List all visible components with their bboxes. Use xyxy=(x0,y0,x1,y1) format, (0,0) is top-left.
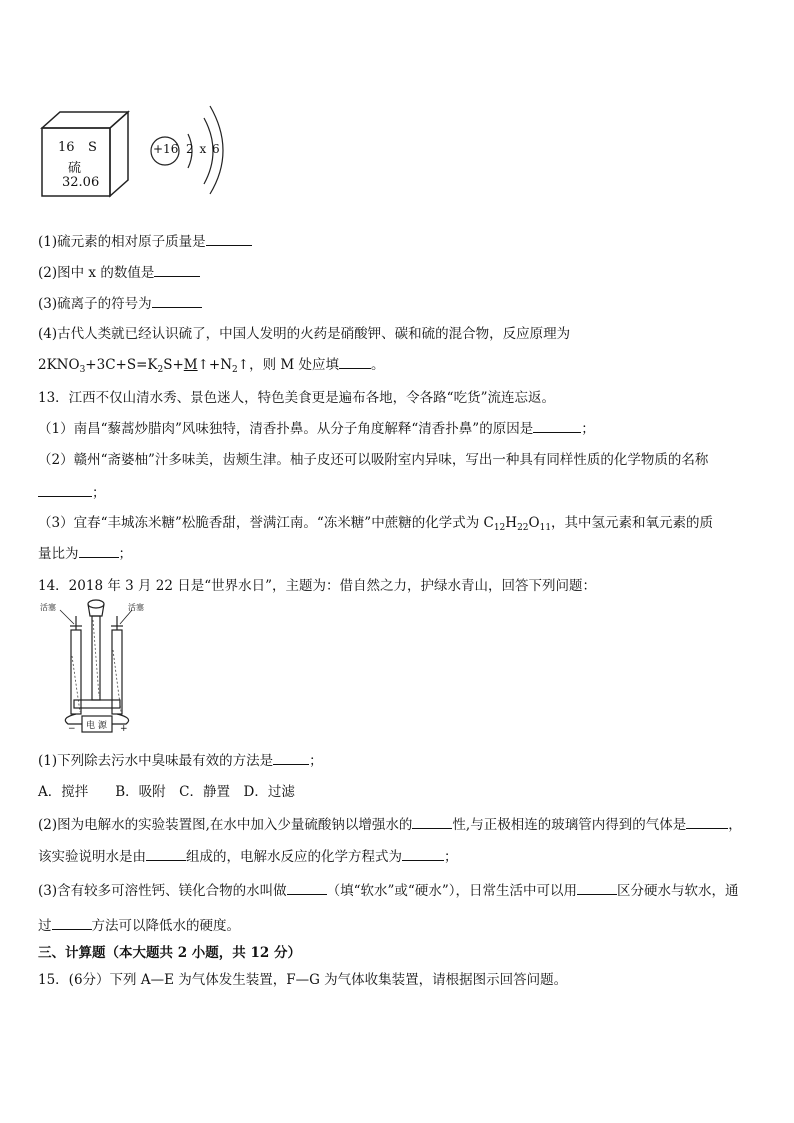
element-card xyxy=(40,108,140,204)
q12-part1: (1)硫元素的相对原子质量是 xyxy=(38,230,252,250)
nucleus-charge: +16 xyxy=(153,142,179,156)
answer-blank[interactable] xyxy=(533,418,581,433)
answer-blank[interactable] xyxy=(339,354,371,369)
answer-blank[interactable] xyxy=(412,814,452,829)
q13-part3: （3）宜春“丰城冻米糖”松脆香甜，誉满江南。“冻米糖”中蔗糖的化学式为 $C_{12}H_{22}O_{11}$，其中氢元素和氧元素的质 xyxy=(38,515,714,533)
answer-blank[interactable] xyxy=(273,750,309,765)
q14-part3: (3)含有较多可溶性钙、镁化合物的水叫做 （填“软水”或“硬水”），日常生活中可以用 区分硬水与软水，通 xyxy=(38,879,738,899)
q13-part1: （1）南昌“藜蒿炒腊肉”风味独特，清香扑鼻。从分子角度解释“清香扑鼻”的原因是 ； xyxy=(38,417,595,437)
q12-part4: (4)古代人类就已经认识硫了，中国人发明的火药是硝酸钾、碳和硫的混合物，反应原理为 xyxy=(38,326,571,342)
electrolysis-apparatus xyxy=(38,596,156,736)
element-symbol: S xyxy=(88,140,97,155)
answer-blank[interactable] xyxy=(287,880,327,895)
answer-blank[interactable] xyxy=(402,846,444,861)
q13-part2-answer: ； xyxy=(38,481,106,501)
element-name: 硫 xyxy=(68,161,82,176)
answer-blank[interactable] xyxy=(154,262,200,277)
negative-terminal: − xyxy=(68,724,76,734)
element-number: 16 xyxy=(58,140,75,155)
element-mass: 32.06 xyxy=(62,175,100,190)
answer-blank[interactable] xyxy=(206,231,252,246)
q14-part3-cont: 过 方法可以降低水的硬度。 xyxy=(38,914,240,934)
q14-part1: (1)下列除去污水中臭味最有效的方法是 ； xyxy=(38,749,323,769)
power-source-label: 电 源 xyxy=(86,721,107,731)
answer-blank[interactable] xyxy=(152,293,202,308)
q14-part2-cont: 该实验说明水是由 组成的，电解水反应的化学方程式为 ； xyxy=(38,845,458,865)
q13-part3-cont: 量比为 ； xyxy=(38,542,132,562)
left-stopcock-label: 活塞 xyxy=(40,603,56,612)
section-heading: 三、计算题（本大题共 2 小题，共 12 分） xyxy=(38,945,301,961)
positive-terminal: + xyxy=(120,724,128,734)
answer-blank[interactable] xyxy=(146,846,186,861)
answer-blank[interactable] xyxy=(686,814,728,829)
answer-blank[interactable] xyxy=(577,880,617,895)
electrolysis-figure xyxy=(38,596,156,736)
q13-stem: 13．江西不仅山清水秀、景色迷人，特色美食更是遍布各地，令各路“吃货”流连忘返。 xyxy=(38,390,555,406)
q12-equation: $2KNO_3+3C+S=K_2S+M↑+N_2↑$，则 M 处应填 。 xyxy=(38,353,385,375)
answer-blank[interactable] xyxy=(38,482,92,497)
q14-stem: 14．2018 年 3 月 22 日是“世界水日”，主题为：借自然之力，护绿水青山，回答下列问题： xyxy=(38,578,597,594)
q14-options: A．搅拌 B．吸附 C．静置 D．过滤 xyxy=(38,784,295,800)
q14-part2: (2)图为电解水的实验装置图,在水中加入少量硫酸钠以增强水的 性,与正极相连的玻璃管内得到的气体是 ， xyxy=(38,813,742,833)
right-stopcock-label: 活塞 xyxy=(128,603,144,612)
q12-part2: (2)图中 x 的数值是 xyxy=(38,261,200,281)
q13-part2: （2）赣州“斋婆柚”汁多味美，齿颊生津。柚子皮还可以吸附室内异味，写出一种具有同样性质的化学物质的名称 xyxy=(38,452,709,468)
q15-stem: 15．(6分）下列 A—E 为气体发生装置，F—G 为气体收集装置，请根据图示回答问题。 xyxy=(38,972,568,988)
answer-blank[interactable] xyxy=(52,915,92,930)
atom-structure-diagram xyxy=(148,104,238,196)
q12-part3: (3)硫离子的符号为 xyxy=(38,292,202,312)
answer-blank[interactable] xyxy=(79,543,119,558)
electron-shells: 2 x 6 xyxy=(186,142,221,156)
